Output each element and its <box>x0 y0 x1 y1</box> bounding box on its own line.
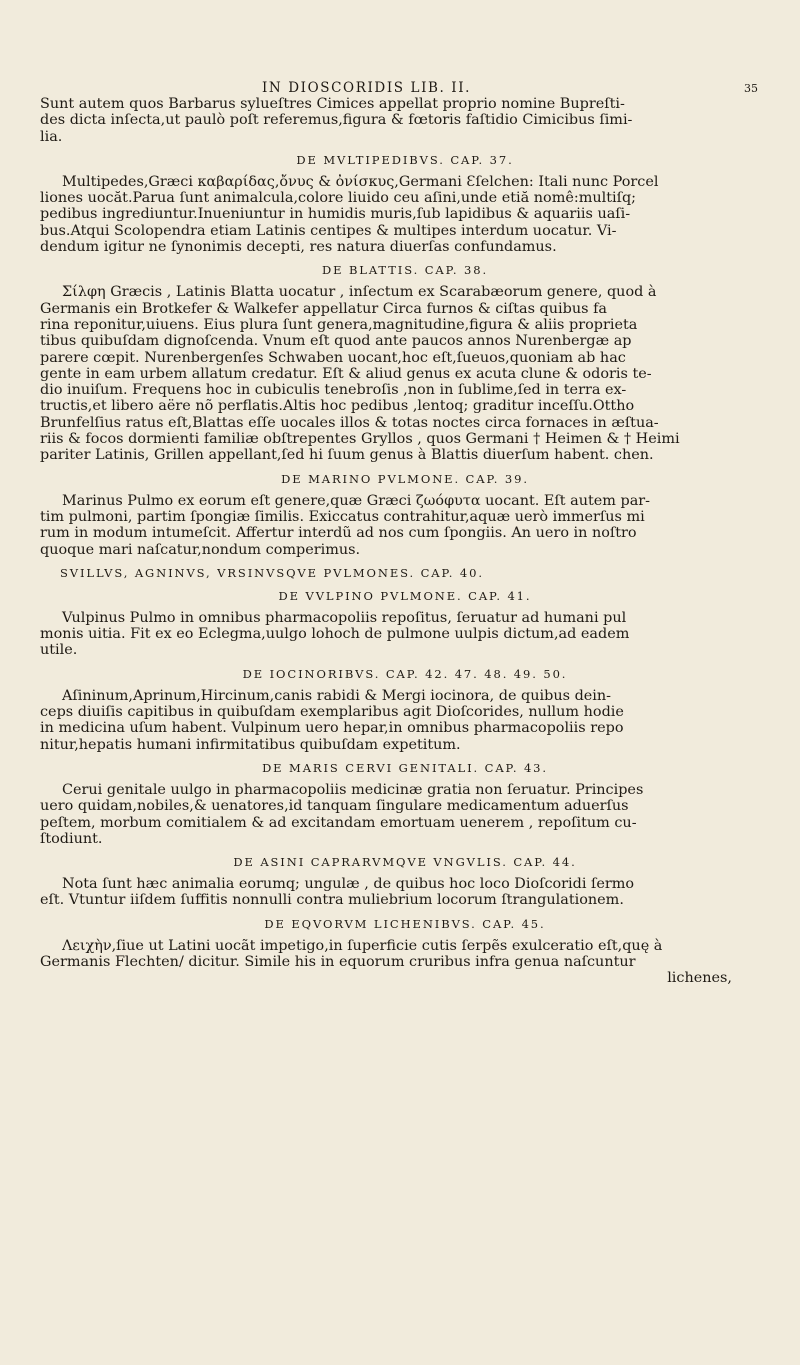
text-line: Germanis ein Brotkefer & Walkefer appellatur Circa furnos & ciſtas quibus fa <box>40 300 607 317</box>
section <box>40 152 770 255</box>
section-heading: DE BLATTIS. CAP. 38. <box>321 263 489 278</box>
text-line: liones uocăt.Parua ſunt animalcula,colore liuido ceu aſini,unde etiă nomê:multiſq; <box>40 190 637 207</box>
section-heading: DE MVLTIPEDIBVS. CAP. 37. <box>296 152 514 167</box>
text-line: gente in eam urbem allatum credatur. Eſt & aliud genus ex acuta clune & odoris te- <box>40 365 652 382</box>
page-body <box>40 96 770 987</box>
text-line: Germanis Flechten/ dicitur. Simile his in equorum cruribus infra genua naſcuntur <box>40 953 636 970</box>
section-text <box>40 688 770 753</box>
text-line: pedibus ingrediuntur.Inueniuntur in humidis muris,ſub lapidibus & aquariis uaſi- <box>40 206 631 223</box>
text-line: ceps diuiſis capitibus in quibuſdam exemplaribus agit Dioſcorides, nullum hodie <box>40 704 624 721</box>
section-text <box>40 284 770 463</box>
text-line: bus.Atqui Scolopendra etiam Latinis centipes & multipes interdum uocatur. Vi- <box>40 222 617 239</box>
text-line: Cerui genitale uulgo in pharmacopoliis medicinæ gratia non ſeruatur. Principes <box>62 781 644 798</box>
section <box>40 588 770 659</box>
section-heading: DE MARIS CERVI GENITALI. CAP. 43. <box>262 760 548 775</box>
section-heading: DE IOCINORIBVS. CAP. 42. 47. 48. 49. 50. <box>242 666 568 681</box>
section-text <box>40 876 770 909</box>
text-line: utile. <box>40 642 78 659</box>
text-line: tim pulmoni, partim ſpongiæ ſimilis. Exiccatus contrahitur,aquæ uerò immerſus mi <box>40 508 645 525</box>
section-heading: SVILLVS, AGNINVS, VRSINVSQVE PVLMONES. CAP. 40. <box>60 565 484 580</box>
text-line: Σίλφη Græcis , Latinis Blatta uocatur , inſectum ex Scarabæorum genere, quod à <box>62 284 657 301</box>
running-title: IN DIOSCORIDIS LIB. II. <box>262 80 472 96</box>
sections-container <box>40 96 770 987</box>
section <box>40 666 770 753</box>
text-line: peſtem, morbum comitialem & ad excitandam emortuam uenerem , repoſitum cu- <box>40 814 637 831</box>
section <box>40 760 770 847</box>
section-text <box>40 782 770 847</box>
text-line: lia. <box>40 128 63 145</box>
text-line: tructis,et libero aëre nõ perflatis.Altis hoc pedibus ,lentoq; graditur inceſſu.Ottho <box>40 398 635 415</box>
text-line: dio inuiſum. Frequens hoc in cubiculis tenebroſis ,non in ſublime,ſed in terra ex- <box>40 382 627 399</box>
section <box>40 854 770 909</box>
text-line: Marinus Pulmo ex eorum eſt genere,quæ Græci ζωόφυτα uocant. Eſt autem par- <box>62 492 651 509</box>
section <box>40 916 770 987</box>
text-line: ſtodiunt. <box>40 830 103 847</box>
section-text <box>40 96 770 145</box>
text-line: pariter Latinis, Grillen appellant,ſed hi ſuum genus à Blattis diuerſum habent. chen. <box>40 447 654 464</box>
text-line: Vulpinus Pulmo in omnibus pharmacopoliis repoſitus, ſeruatur ad humani pul <box>62 609 627 626</box>
text-line: uero quidam,nobiles,& uenatores,id tanquam ſingulare medicamentum aduerſus <box>40 798 629 815</box>
text-line: tibus quibuſdam dignoſcenda. Vnum eſt quod ante paucos annos Nurenbergæ ap <box>40 333 632 350</box>
text-line: monis uitia. Fit ex eo Eclegma,uulgo lohoch de pulmone uulpis dictum,ad eadem <box>40 626 630 643</box>
section-text <box>40 493 770 558</box>
text-line: parere cœpit. Nurenbergenſes Schwaben uocant,hoc eſt,ſueuos,quoniam ab hac <box>40 349 626 366</box>
text-line: Sunt autem quos Barbarus sylueſtres Cimices appellat proprio nomine Bupreſti- <box>40 96 625 112</box>
text-line: Λειχὴν,ſiue ut Latini uocãt impetigo,in ſuperficie cutis ſerpẽs exulceratio eſt,quę à <box>62 937 663 954</box>
section-heading: DE MARINO PVLMONE. CAP. 39. <box>281 471 529 486</box>
text-line: rum in modum intumeſcit. Affertur interdũ ad nos cum ſpongiis. An uero in noſtro <box>40 525 637 542</box>
section <box>40 565 770 581</box>
section-heading: DE VVLPINO PVLMONE. CAP. 41. <box>278 588 532 603</box>
book-page <box>40 0 770 1365</box>
section-heading: DE ASINI CAPRARVMQVE VNGVLIS. CAP. 44. <box>233 855 577 870</box>
section-text <box>40 610 770 659</box>
section <box>40 96 770 145</box>
text-line: rina reponitur,uiuens. Eius plura ſunt genera,magnitudine,figura & aliis proprieta <box>40 316 638 333</box>
section-heading: DE EQVORVM LICHENIBVS. CAP. 45. <box>264 916 546 931</box>
section-text <box>40 938 770 971</box>
text-line: Nota ſunt hæc animalia eorumq; ungulæ , de quibus hoc loco Dioſcoridi ſermo <box>62 876 635 893</box>
text-line: quoque mari naſcatur,nondum comperimus. <box>40 541 361 558</box>
section <box>40 262 770 463</box>
text-line: nitur,hepatis humani infirmitatibus quibuſdam expetitum. <box>40 736 461 753</box>
section <box>40 471 770 558</box>
text-line: eſt. Vtuntur iiſdem ſuffitis nonnulli contra muliebrium locorum ſtrangulationem. <box>40 892 624 909</box>
closing-word: lichenes, <box>667 970 732 987</box>
text-line: des dicta inſecta,ut paulò poſt referemus,figura & fœtoris faſtidio Cimicibus ſimi- <box>40 112 633 129</box>
text-line: Aſininum,Aprinum,Hircinum,canis rabidi & Mergi iocinora, de quibus dein- <box>62 687 612 704</box>
text-line: Multipedes,Græci καβαρίδας,ὄνυς & ὀνίσκυς,Germani Ɛſelchen: Itali nunc Porcel <box>62 173 659 190</box>
text-line: in medicina uſum habent. Vulpinum uero hepar,in omnibus pharmacopoliis repo <box>40 720 624 737</box>
section-text <box>40 174 770 255</box>
text-line: dendum igitur ne ſynonimis decepti, res natura diuerſas confundamus. <box>40 239 557 256</box>
text-line: riis & focos dormienti familiæ obſtrepentes Gryllos , quos Germani † Heimen & † Heimi <box>40 431 680 448</box>
text-line: Brunfelſius ratus eſt,Blattas eſſe uocales illos & totas noctes circa fornaces in æſtua- <box>40 414 659 431</box>
folio-number: 35 <box>744 82 758 95</box>
